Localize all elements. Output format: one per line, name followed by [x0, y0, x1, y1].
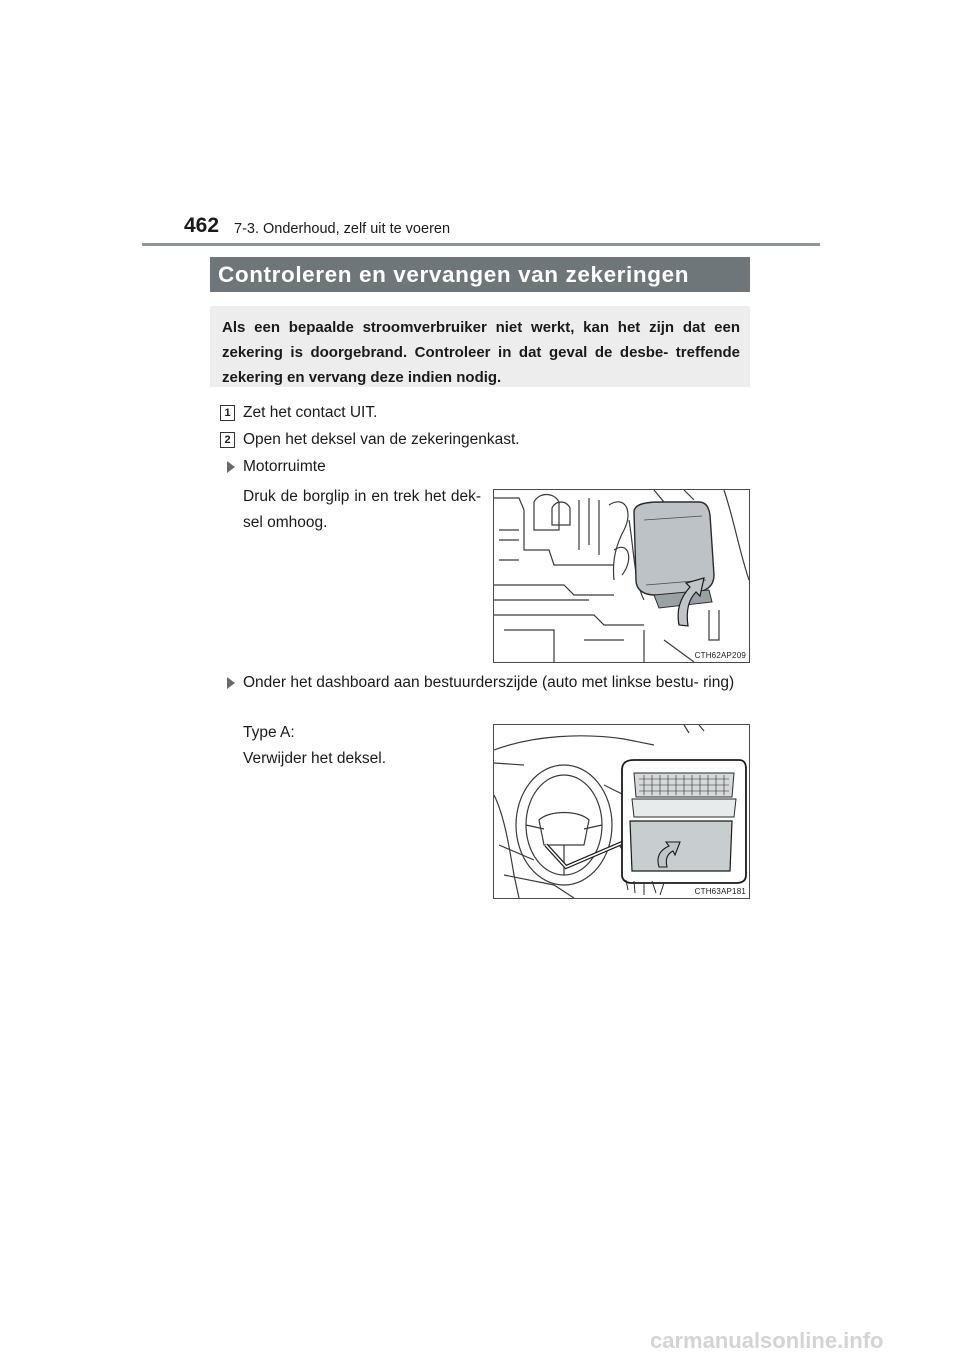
figure-dashboard-fuse-box [493, 724, 750, 899]
watermark-logo [650, 1330, 950, 1354]
instruction-dashboard: Verwijder het deksel. [243, 750, 387, 767]
bullet-arrow-icon [227, 461, 235, 473]
dashboard-illustration [494, 725, 749, 898]
figure-code-engine: CTH62AP209 [694, 651, 746, 660]
section-heading: Controleren en vervangen van zekeringen [210, 257, 750, 292]
step-text-1: Zet het contact UIT. [243, 404, 378, 421]
page-number: 462 [184, 214, 220, 237]
header-divider [142, 243, 820, 246]
section-bullet-dashboard: Onder het dashboard aan bestuurderszijde (auto met linkse bestu- ring) [243, 674, 735, 691]
intro-text: Als een bepaalde stroomverbruiker niet werkt, kan het zijn dat een zekering is doorgebrand. Controleer in dat geval de desbe- treffende zekering en vervang deze indien nodig. [222, 319, 740, 386]
engine-bay-illustration [494, 490, 749, 662]
section-bullet-engine: Motorruimte [243, 458, 326, 475]
figure-code-dashboard: CTH63AP181 [694, 887, 746, 896]
intro-box [210, 306, 750, 387]
step-number-2: 2 [220, 432, 235, 448]
section-title: 7-3. Onderhoud, zelf uit te voeren [234, 221, 451, 237]
step-text-2: Open het deksel van de zekeringenkast. [243, 431, 520, 448]
step-number-1: 1 [220, 405, 235, 421]
figure-engine-fuse-box [493, 489, 750, 663]
bullet-arrow-icon [227, 677, 235, 689]
type-label: Type A: [243, 724, 295, 741]
svg-text:carmanualsonline.info: carmanualsonline.info [650, 1330, 884, 1353]
instruction-engine: Druk de borglip in en trek het dek- sel omhoog. [243, 488, 481, 531]
